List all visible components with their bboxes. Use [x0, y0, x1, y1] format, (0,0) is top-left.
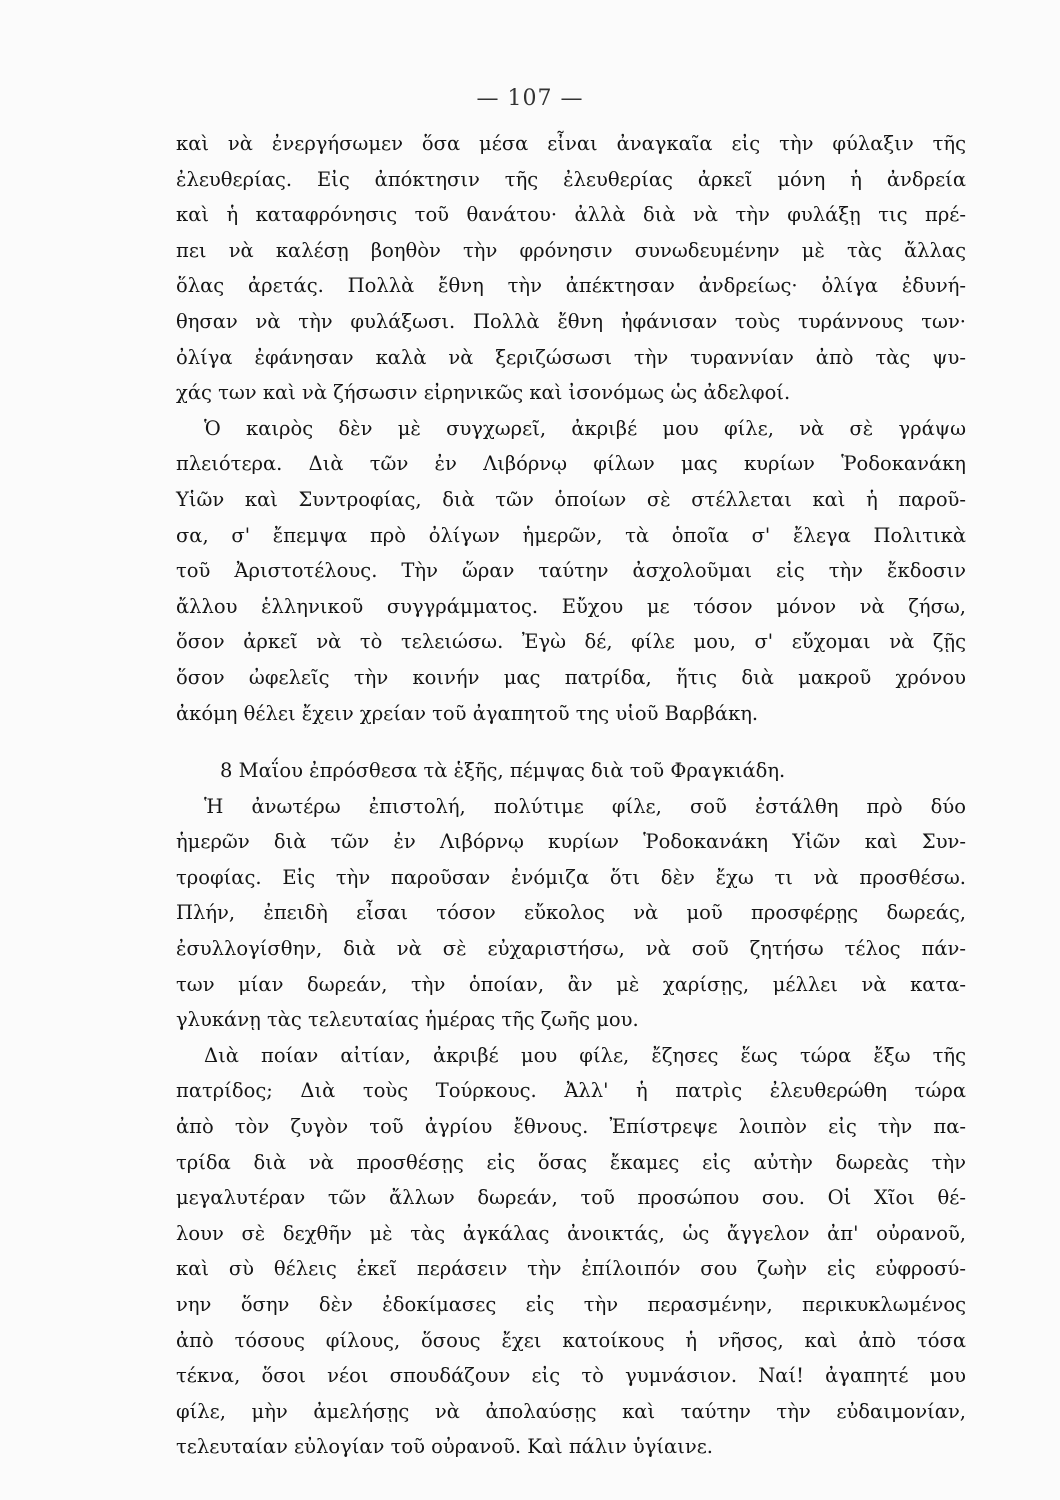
paragraph-time: [176, 411, 966, 731]
text-line: ἡμερῶν διὰ τῶν ἐν Λιβόρνῳ κυρίων Ῥοδοκανάκη Υἱῶν καὶ Συν-: [176, 830, 966, 854]
text-line: ἀπὸ τόσους φίλους, ὅσους ἔχει κατοίκους ἡ νῆσος, καὶ ἀπὸ τόσα: [176, 1328, 966, 1352]
text-line: πλειότερα. Διὰ τῶν ἐν Λιβόρνῳ φίλων μας κυρίων Ῥοδοκανάκη: [176, 452, 966, 476]
text-line: χάς των καὶ νὰ ζήσωσιν εἰρηνικῶς καὶ ἰσονόμως ὡς ἀδελφοί.: [176, 381, 791, 405]
text-line: ἐσυλλογίσθην, διὰ νὰ σὲ εὐχαριστήσω, νὰ σοῦ ζητήσω τέλος πάν-: [176, 937, 966, 961]
text-line: καὶ σὺ θέλεις ἐκεῖ περάσειν τὴν ἐπίλοιπόν σου ζωὴν εἰς εὐφροσύ-: [176, 1257, 966, 1281]
paragraph-freedom: [176, 126, 966, 411]
text-line: Ἡ ἀνωτέρω ἐπιστολή, πολύτιμε φίλε, σοῦ ἐστάλθη πρὸ δύο: [204, 794, 966, 818]
text-line: τρίδα διὰ νὰ προσθέσῃς εἰς ὅσας ἔκαμες εἰς αὐτὴν δωρεὰς τὴν: [176, 1150, 966, 1174]
text-line: Διὰ ποίαν αἰτίαν, ἀκριβέ μου φίλε, ἔζησες ἕως τώρα ἔξω τῆς: [204, 1043, 966, 1067]
text-line: ἄλλου ἑλληνικοῦ συγγράμματος. Εὔχου με τόσον μόνον νὰ ζήσω,: [176, 594, 966, 618]
paragraph-letter-sent: [176, 789, 966, 1038]
text-line: των μίαν δωρεάν, τὴν ὁποίαν, ἂν μὲ χαρίσῃς, μέλλει νὰ κατα-: [176, 972, 966, 996]
text-line: ἐλευθερίας. Εἰς ἀπόκτησιν τῆς ἐλευθερίας ἀρκεῖ μόνη ἡ ἀνδρεία: [176, 167, 966, 191]
text-line: ὅσον ὠφελεῖς τὴν κοινήν μας πατρίδα, ἥτις διὰ μακροῦ χρόνου: [176, 665, 966, 689]
text-line: τοῦ Ἀριστοτέλους. Τὴν ὥραν ταύτην ἀσχολοῦμαι εἰς τὴν ἔκδοσιν: [176, 559, 966, 583]
text-line: πει νὰ καλέσῃ βοηθὸν τὴν φρόνησιν συνωδευμένην μὲ τὰς ἄλλας: [176, 238, 966, 262]
text-line: μεγαλυτέραν τῶν ἄλλων δωρεάν, τοῦ προσώπου σου. Οἱ Χῖοι θέ-: [176, 1186, 966, 1210]
text-line: γλυκάνῃ τὰς τελευταίας ἡμέρας τῆς ζωῆς μου.: [176, 1008, 639, 1032]
text-line: τελευταίαν εὐλογίαν τοῦ οὐρανοῦ. Καὶ πάλιν ὑγίαινε.: [176, 1435, 714, 1459]
body-text: [176, 126, 966, 1465]
text-line: ὅλας ἀρετάς. Πολλὰ ἔθνη τὴν ἀπέκτησαν ἀνδρείως· ὀλίγα ἐδυνή-: [176, 274, 966, 298]
text-line: ὀλίγα ἐφάνησαν καλὰ νὰ ξεριζώσωσι τὴν τυραννίαν ἀπὸ τὰς ψυ-: [176, 345, 966, 369]
text-line: νην ὅσην δὲν ἐδοκίμασες εἰς τὴν περασμένην, περικυκλωμένος: [176, 1293, 966, 1316]
text-line: 8 Μαΐου ἐπρόσθεσα τὰ ἑξῆς, πέμψας διὰ τοῦ Φραγκιάδη.: [220, 759, 786, 783]
text-line: ὅσον ἀρκεῖ νὰ τὸ τελειώσω. Ἐγὼ δέ, φίλε μου, σ' εὔχομαι νὰ ζῇς: [176, 630, 966, 654]
text-line: λουν σὲ δεχθῆν μὲ τὰς ἀγκάλας ἀνοικτάς, ὡς ἄγγελον ἀπ' οὐρανοῦ,: [176, 1221, 966, 1245]
text-line: πατρίδος; Διὰ τοὺς Τούρκους. Ἀλλ' ἡ πατρὶς ἐλευθερώθη τώρα: [176, 1079, 966, 1103]
text-line: Υἱῶν καὶ Συντροφίας, διὰ τῶν ὁποίων σὲ στέλλεται καὶ ἡ παροῦ-: [176, 487, 966, 511]
text-line: φίλε, μὴν ἀμελήσῃς νὰ ἀπολαύσῃς καὶ ταύτην τὴν εὐδαιμονίαν,: [176, 1399, 966, 1423]
text-line: καὶ ἡ καταφρόνησις τοῦ θανάτου· ἀλλὰ διὰ νὰ τὴν φυλάξῃ τις πρέ-: [176, 203, 966, 227]
text-line: τέκνα, ὅσοι νέοι σπουδάζουν εἰς τὸ γυμνάσιον. Ναί! ἀγαπητέ μου: [176, 1364, 966, 1388]
page-number: — 107 —: [476, 86, 584, 111]
paragraph-gap: [176, 731, 966, 753]
text-line: ἀκόμη θέλει ἔχειν χρείαν τοῦ ἀγαπητοῦ της υἱοῦ Βαρβάκη.: [176, 701, 759, 725]
text-line: σα, σ' ἔπεμψα πρὸ ὀλίγων ἡμερῶν, τὰ ὁποῖα σ' ἔλεγα Πολιτικὰ: [176, 523, 966, 547]
paragraph-date-note: [176, 753, 966, 789]
text-line: Ὁ καιρὸς δὲν μὲ συγχωρεῖ, ἀκριβέ μου φίλε, νὰ σὲ γράψω: [204, 416, 966, 440]
paragraph-return-home: [176, 1038, 966, 1465]
text-line: καὶ νὰ ἐνεργήσωμεν ὅσα μέσα εἶναι ἀναγκαῖα εἰς τὴν φύλαξιν τῆς: [176, 132, 966, 155]
text-line: θησαν νὰ τὴν φυλάξωσι. Πολλὰ ἔθνη ἠφάνισαν τοὺς τυράννους των·: [176, 309, 966, 333]
text-line: ἀπὸ τὸν ζυγὸν τοῦ ἀγρίου ἔθνους. Ἐπίστρεψε λοιπὸν εἰς τὴν πα-: [176, 1115, 966, 1139]
text-line: Πλήν, ἐπειδὴ εἶσαι τόσον εὔκολος νὰ μοῦ προσφέρῃς δωρεάς,: [176, 901, 966, 925]
text-line: τροφίας. Εἰς τὴν παροῦσαν ἐνόμιζα ὅτι δὲν ἔχω τι νὰ προσθέσω.: [176, 865, 966, 889]
